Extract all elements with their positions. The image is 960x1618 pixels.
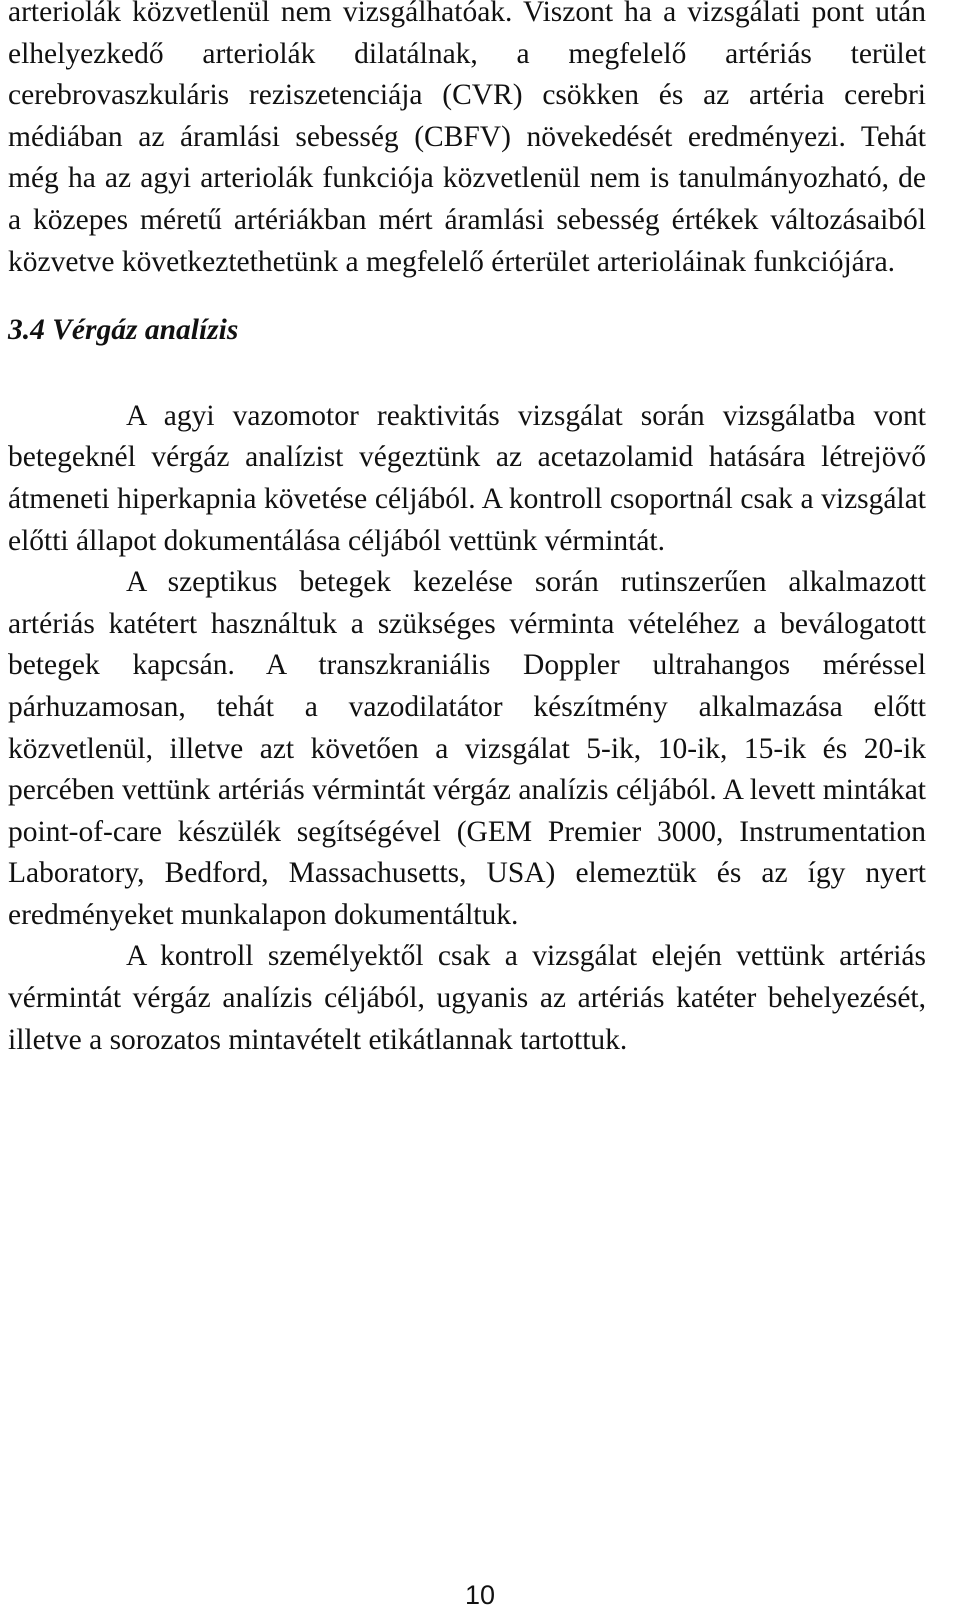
section-heading: 3.4 Vérgáz analízis: [8, 314, 239, 347]
body-paragraph: A szeptikus betegek kezelése során rutinszerűen alkalmazott artériás katétert használtuk a szükséges vérminta vételéhez a beválogatott betegek kapcsán. A transzkraniális Doppler ultrahangos méréssel párhuzamosan, tehát a vazodilatátor készítmény alkalmazása előtt közvetlenül, illetve azt követően a vizsgálat 5-ik, 10-ik, 15-ik és 20-ik percében vettünk artériás vérmintát vérgáz analízis céljából. A levett mintákat point-of-care készülék segítségével (GEM Premier 3000, Instrumentation Laboratory, Bedford, Massachusetts, USA) elemeztük és az így nyert eredményeket munkalapon dokumentáltuk.: [8, 566, 926, 931]
body-paragraph: A kontroll személyektől csak a vizsgálat elején vettünk artériás vérmintát vérgáz analízis céljából, ugyanis az artériás katéter behelyezését, illetve a sorozatos mintavételt etikátlannak tartottuk.: [8, 940, 926, 1056]
document-page: [8, 0, 926, 1061]
page-number: 10: [464, 1580, 496, 1610]
body-paragraph: A agyi vazomotor reaktivitás vizsgálat során vizsgálatba vont betegeknél vérgáz analízist végeztünk az acetazolamid hatására létrejövő átmeneti hiperkapnia követése céljából. A kontroll csoportnál csak a vizsgálat előtti állapot dokumentálása céljából vettünk vérmintát.: [8, 399, 926, 557]
intro-paragraph: arteriolák közvetlenül nem vizsgálhatóak. Viszont ha a vizsgálati pont után elhelyezkedő arteriolák dilatálnak, a megfelelő artériás terület cerebrovaszkuláris reziszetenciája (CVR) csökken és az artéria cerebri médiában az áramlási sebesség (CBFV) növekedését eredményezi. Tehát még ha az agyi arteriolák funkciója közvetlenül nem is tanulmányozható, de a közepes méretű artériákban mért áramlási sebesség értékek változásaiból közvetve következtethetünk a megfelelő érterület arterioláinak funkciójára.: [8, 0, 926, 278]
